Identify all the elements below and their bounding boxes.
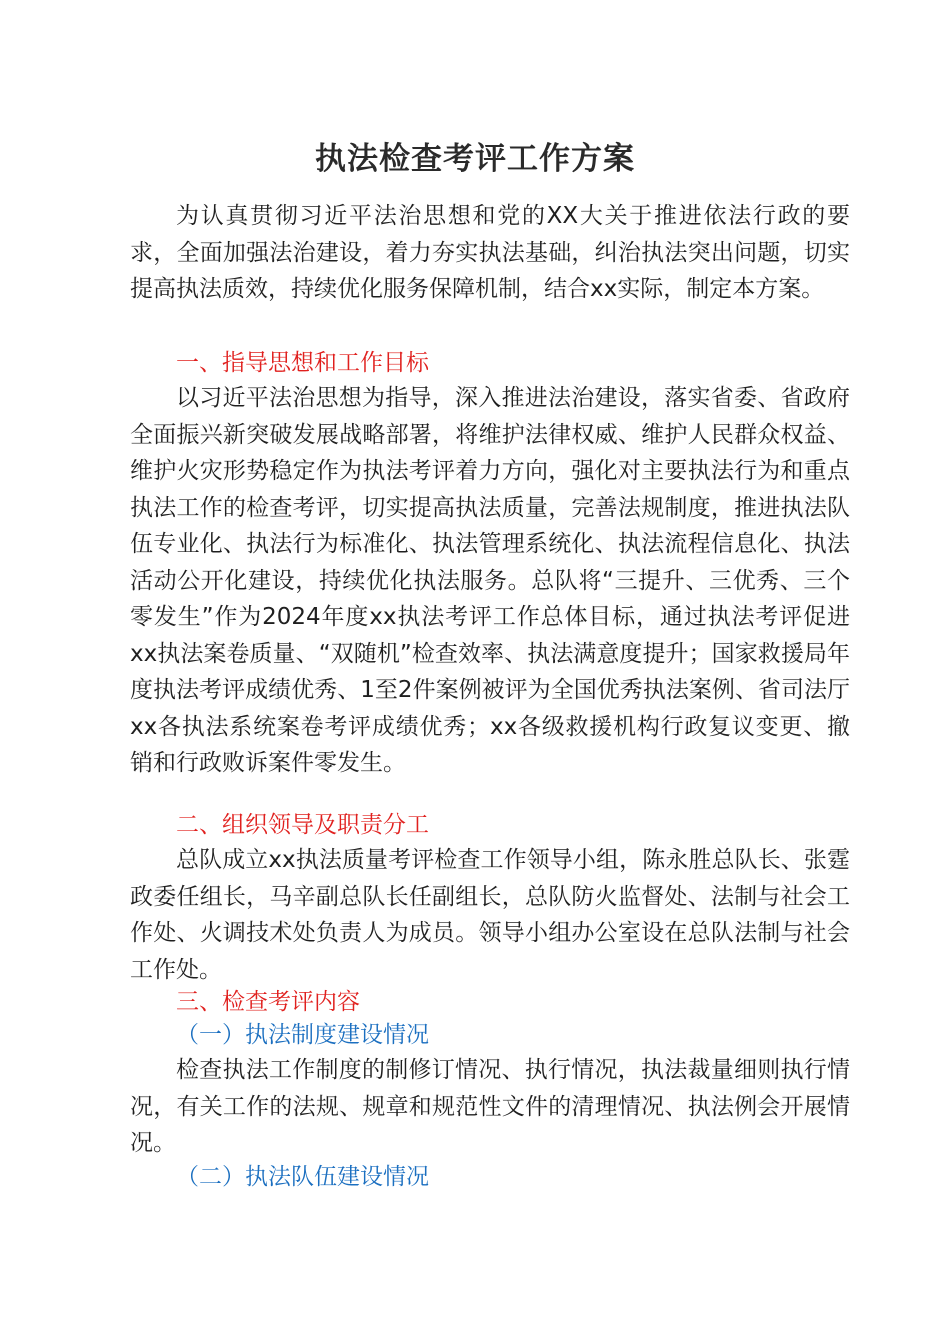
section-1-paragraph: 以习近平法治思想为指导，深入推进法治建设，落实省委、省政府全面振兴新突破发展战略部署，将维护法律权威、维护人民群众权益、维护火灾形势稳定作为执法考评着力方向，强化对主要执法行为和重点执法工作的检查考评，切实提高执法质量，完善法规制度，推进执法队伍专业化、执法行为标准化、执法管理系统化、执法流程信息化、执法活动公开化建设，持续优化执法服务。总队将“三提升、三优秀、三个零发生”作为2024年度xx执法考评工作总体目标，通过执法考评促进xx执法案卷质量、“双随机”检查效率、执法满意度提升；国家救援局年度执法考评成绩优秀、1至2件案例被评为全国优秀执法案例、省司法厅xx各执法系统案卷考评成绩优秀；xx各级救援机构行政复议变更、撤销和行政败诉案件零发生。	[130, 385, 850, 776]
subsection-1-heading: （一）执法制度建设情况	[176, 1022, 429, 1048]
section-1-heading: 一、指导思想和工作目标	[176, 350, 429, 376]
intro-paragraph: 为认真贯彻习近平法治思想和党的XX大关于推进依法行政的要求，全面加强法治建设，着力夯实执法基础，纠治执法突出问题，切实提高执法质效，持续优化服务保障机制，结合xx实际，制定本方案。	[130, 203, 850, 302]
section-2-heading: 二、组织领导及职责分工	[176, 812, 429, 838]
subsection-2-heading: （二）执法队伍建设情况	[176, 1164, 429, 1190]
document-title: 执法检查考评工作方案	[315, 141, 635, 177]
subsection-1-paragraph: 检查执法工作制度的制修订情况、执行情况，执法裁量细则执行情况，有关工作的法规、规章和规范性文件的清理情况、执法例会开展情况。	[130, 1057, 850, 1156]
section-3-heading: 三、检查考评内容	[176, 989, 360, 1015]
section-2-paragraph: 总队成立xx执法质量考评检查工作领导小组，陈永胜总队长、张霆政委任组长，马辛副总队长任副组长，总队防火监督处、法制与社会工作处、火调技术处负责人为成员。领导小组办公室设在总队法制与社会工作处。	[130, 847, 850, 983]
